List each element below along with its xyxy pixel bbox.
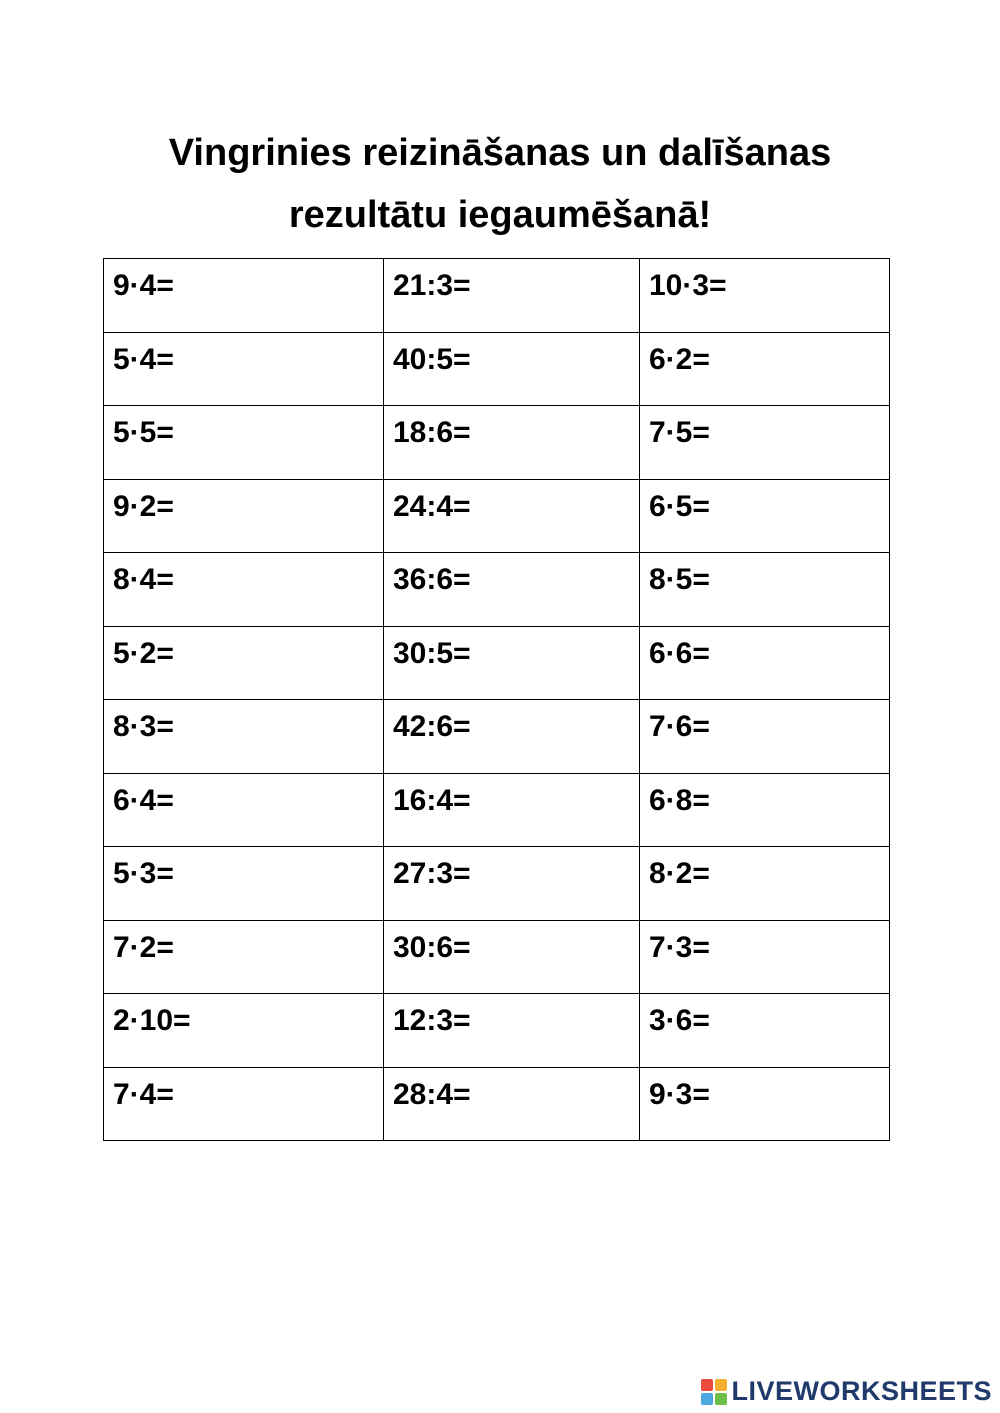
exercise-cell: 2·10= — [104, 994, 384, 1068]
exercise-cell: 9·4= — [104, 259, 384, 333]
exercise-cell: 5·4= — [104, 332, 384, 406]
exercise-cell: 30:5= — [384, 626, 640, 700]
exercise-cell: 8·3= — [104, 700, 384, 774]
table-row — [104, 994, 890, 1068]
worksheet-title — [0, 122, 1000, 246]
table-row — [104, 406, 890, 480]
exercise-cell: 21:3= — [384, 259, 640, 333]
exercise-cell: 9·3= — [640, 1067, 890, 1141]
exercise-table-body — [104, 259, 890, 1141]
exercise-cell: 6·5= — [640, 479, 890, 553]
exercise-cell: 40:5= — [384, 332, 640, 406]
exercise-cell: 5·5= — [104, 406, 384, 480]
exercise-cell: 8·4= — [104, 553, 384, 627]
table-row — [104, 332, 890, 406]
table-row — [104, 553, 890, 627]
table-row — [104, 700, 890, 774]
exercise-cell: 6·6= — [640, 626, 890, 700]
exercise-cell: 36:6= — [384, 553, 640, 627]
table-row — [104, 773, 890, 847]
exercise-cell: 42:6= — [384, 700, 640, 774]
exercise-cell: 12:3= — [384, 994, 640, 1068]
exercise-cell: 28:4= — [384, 1067, 640, 1141]
title-line-2: rezultātu iegaumēšanā! — [288, 194, 712, 236]
exercise-cell: 6·4= — [104, 773, 384, 847]
exercise-cell: 7·2= — [104, 920, 384, 994]
liveworksheets-logo-icon — [701, 1379, 727, 1405]
exercise-cell: 18:6= — [384, 406, 640, 480]
title-line-1: Vingrinies reizināšanas un dalīšanas — [168, 132, 832, 174]
brand-text: LIVEWORKSHEETS — [731, 1376, 992, 1406]
exercise-cell: 8·5= — [640, 553, 890, 627]
table-row — [104, 847, 890, 921]
exercise-cell: 7·6= — [640, 700, 890, 774]
exercise-cell: 7·3= — [640, 920, 890, 994]
table-row — [104, 259, 890, 333]
exercise-cell: 24:4= — [384, 479, 640, 553]
table-row — [104, 920, 890, 994]
exercise-cell: 30:6= — [384, 920, 640, 994]
exercise-cell: 6·2= — [640, 332, 890, 406]
exercise-cell: 3·6= — [640, 994, 890, 1068]
exercise-cell: 27:3= — [384, 847, 640, 921]
exercise-cell: 16:4= — [384, 773, 640, 847]
exercise-cell: 9·2= — [104, 479, 384, 553]
exercise-cell: 6·8= — [640, 773, 890, 847]
exercise-cell: 7·4= — [104, 1067, 384, 1141]
exercise-table — [103, 258, 890, 1141]
exercise-cell: 5·3= — [104, 847, 384, 921]
exercise-cell: 5·2= — [104, 626, 384, 700]
table-row — [104, 626, 890, 700]
table-row — [104, 479, 890, 553]
exercise-cell: 8·2= — [640, 847, 890, 921]
table-row — [104, 1067, 890, 1141]
exercise-cell: 10·3= — [640, 259, 890, 333]
exercise-cell: 7·5= — [640, 406, 890, 480]
liveworksheets-brand — [701, 1376, 992, 1407]
